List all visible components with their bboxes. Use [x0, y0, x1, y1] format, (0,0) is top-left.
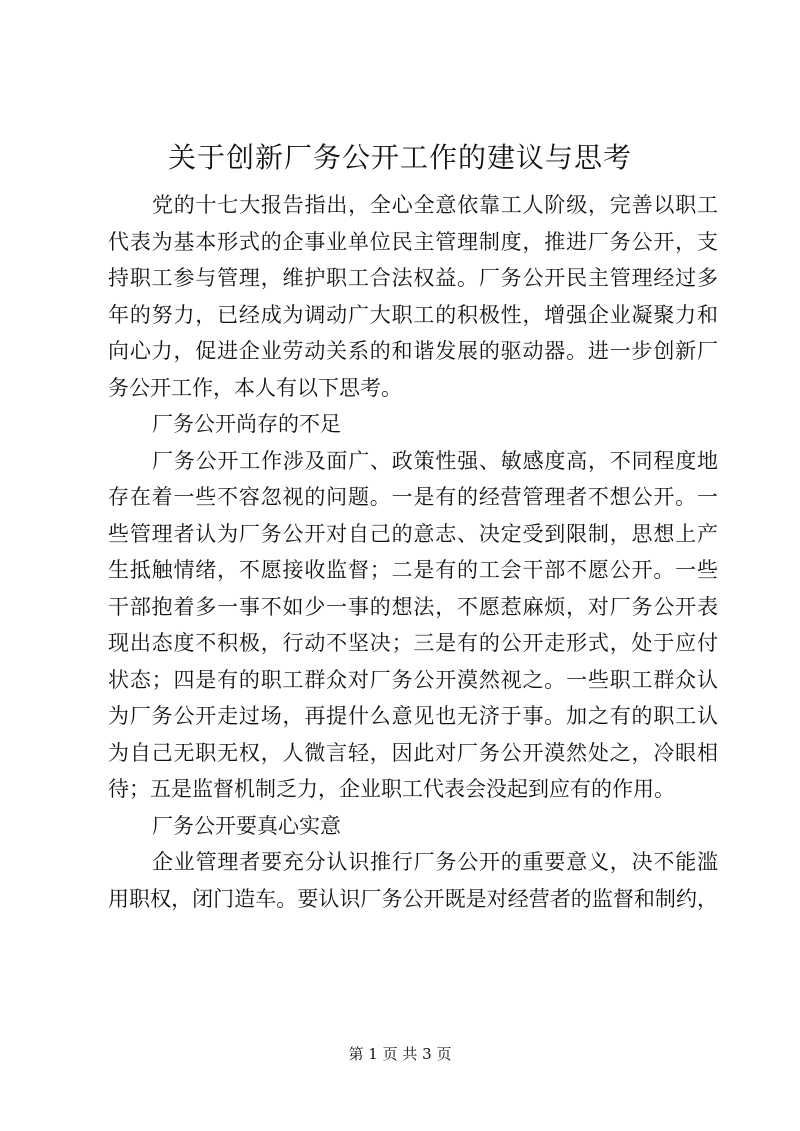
paragraph-line: 代表为基本形式的企事业单位民主管理制度，推进厂务公开，支 — [108, 229, 718, 254]
section-heading: 厂务公开要真心实意 — [152, 813, 341, 838]
paragraph-line: 用职权，闭门造车。要认识厂务公开既是对经营者的监督和制约， — [108, 886, 718, 911]
paragraph-line: 年的努力，已经成为调动广大职工的积极性，增强企业凝聚力和 — [108, 302, 718, 327]
page-number-footer: 第 1 页 共 3 页 — [348, 1045, 452, 1063]
paragraph-line: 为厂务公开走过场，再提什么意见也无济于事。加之有的职工认 — [108, 704, 718, 728]
paragraph-line: 为自己无职无权，人微言轻，因此对厂务公开漠然处之，冷眼相 — [108, 740, 718, 765]
paragraph-line: 企业管理者要充分认识推行厂务公开的重要意义，决不能滥 — [152, 850, 718, 874]
paragraph-line: 务公开工作，本人有以下思考。 — [108, 375, 402, 400]
paragraph-line: 持职工参与管理，维护职工合法权益。厂务公开民主管理经过多 — [108, 266, 718, 290]
paragraph-line: 生抵触情绪，不愿接收监督；二是有的工会干部不愿公开。一些 — [108, 558, 718, 582]
paragraph-line: 现出态度不积极，行动不坚决；三是有的公开走形式，处于应付 — [108, 631, 718, 655]
paragraph-line: 待；五是监督机制乏力，企业职工代表会没起到应有的作用。 — [108, 777, 675, 801]
paragraph-line: 厂务公开工作涉及面广、政策性强、敏感度高，不同程度地 — [152, 448, 718, 473]
paragraph-line: 干部抱着多一事不如少一事的想法，不愿惹麻烦，对厂务公开表 — [108, 594, 718, 619]
paragraph-line: 些管理者认为厂务公开对自己的意志、决定受到限制，思想上产 — [108, 521, 718, 546]
paragraph-line: 状态；四是有的职工群众对厂务公开漠然视之。一些职工群众认 — [108, 667, 718, 692]
document-body — [108, 187, 718, 917]
paragraph-line: 向心力，促进企业劳动关系的和谐发展的驱动器。进一步创新厂 — [108, 339, 718, 363]
paragraph-line: 存在着一些不容忽视的问题。一是有的经营管理者不想公开。一 — [108, 485, 718, 509]
document-title: 关于创新厂务公开工作的建议与思考 — [167, 141, 632, 174]
paragraph-line: 党的十七大报告指出，全心全意依靠工人阶级，完善以职工 — [152, 193, 718, 217]
section-heading: 厂务公开尚存的不足 — [152, 412, 341, 436]
